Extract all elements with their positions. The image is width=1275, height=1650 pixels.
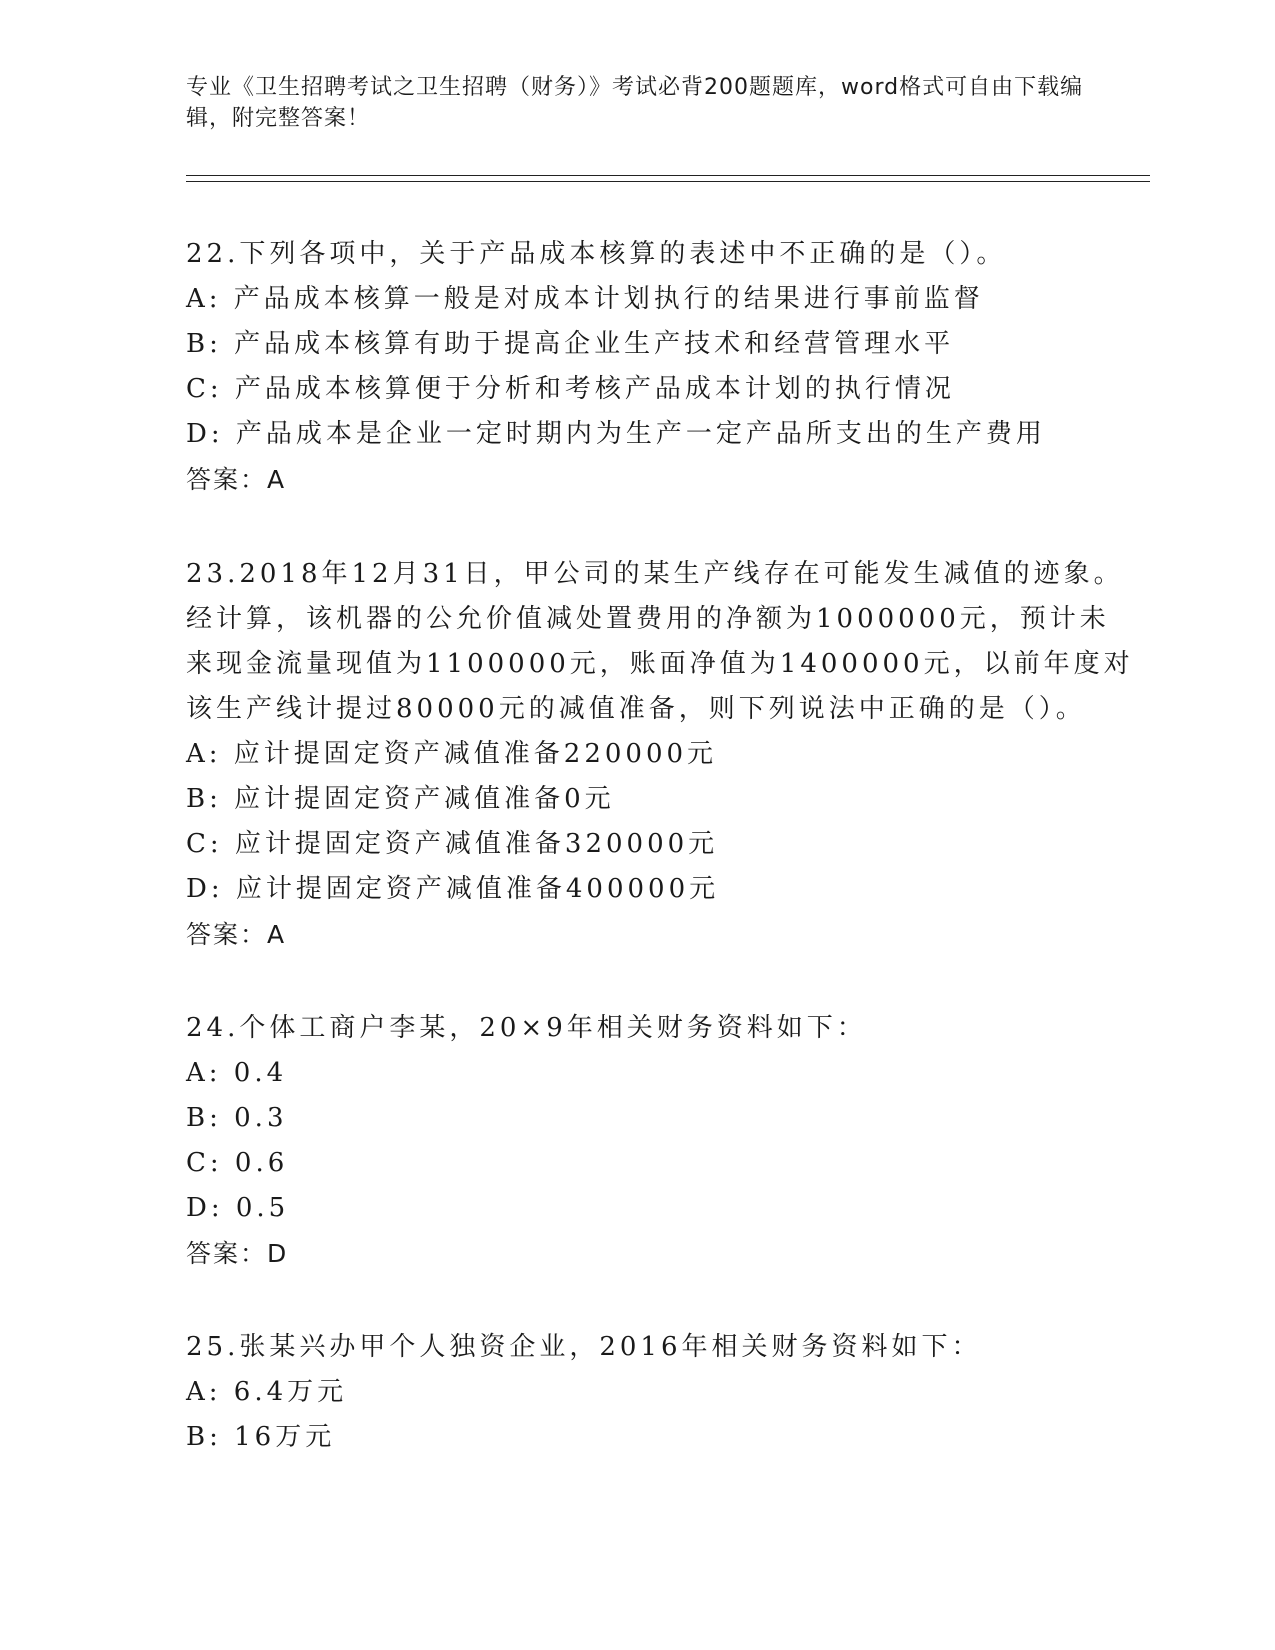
option-c: C: 产品成本核算便于分析和考核产品成本计划的执行情况 — [186, 374, 955, 404]
option-d: D: 产品成本是企业一定时期内为生产一定产品所支出的生产费用 — [186, 419, 1046, 449]
option-a: A: 6.4万元 — [186, 1377, 348, 1407]
answer: 答案：D — [186, 1239, 289, 1268]
option-b: B: 应计提固定资产减值准备0元 — [186, 784, 615, 814]
option-a: A: 应计提固定资产减值准备220000元 — [186, 739, 718, 769]
option-a: A: 0.4 — [186, 1058, 288, 1088]
option-b: B: 0.3 — [186, 1103, 288, 1133]
option-c: C: 应计提固定资产减值准备320000元 — [186, 829, 719, 859]
question-stem-line-2: 经计算，该机器的公允价值减处置费用的净额为1000000元，预计未 — [186, 604, 1110, 634]
question-stem-line-3: 来现金流量现值为1100000元，账面净值为1400000元，以前年度对 — [186, 649, 1134, 679]
question-23 — [186, 552, 1134, 957]
question-25 — [186, 1325, 1066, 1460]
option-d: D: 0.5 — [186, 1193, 290, 1223]
option-b: B: 产品成本核算有助于提高企业生产技术和经营管理水平 — [186, 329, 955, 359]
option-b: B: 16万元 — [186, 1422, 336, 1452]
option-a: A: 产品成本核算一般是对成本计划执行的结果进行事前监督 — [186, 284, 984, 314]
question-24 — [186, 1006, 1066, 1276]
question-22 — [186, 232, 1066, 502]
answer: 答案：A — [186, 465, 287, 494]
question-stem: 23.2018年12月31日，甲公司的某生产线存在可能发生减值的迹象。 — [186, 559, 1124, 589]
question-stem-line-4: 该生产线计提过80000元的减值准备，则下列说法中正确的是（）。 — [186, 694, 1086, 724]
option-c: C: 0.6 — [186, 1148, 289, 1178]
header-divider-bottom — [186, 181, 1150, 182]
answer: 答案：A — [186, 920, 287, 949]
question-stem: 25.张某兴办甲个人独资企业，2016年相关财务资料如下： — [186, 1332, 982, 1362]
option-d: D: 应计提固定资产减值准备400000元 — [186, 874, 720, 904]
question-stem: 22.下列各项中，关于产品成本核算的表述中不正确的是（）。 — [186, 239, 1007, 269]
question-stem: 24.个体工商户李某，20×9年相关财务资料如下： — [186, 1013, 867, 1043]
document-header: 专业《卫生招聘考试之卫生招聘（财务）》考试必背200题题库，word格式可自由下载编辑，附完整答案！ — [186, 75, 1084, 131]
header-divider-top — [186, 175, 1150, 176]
